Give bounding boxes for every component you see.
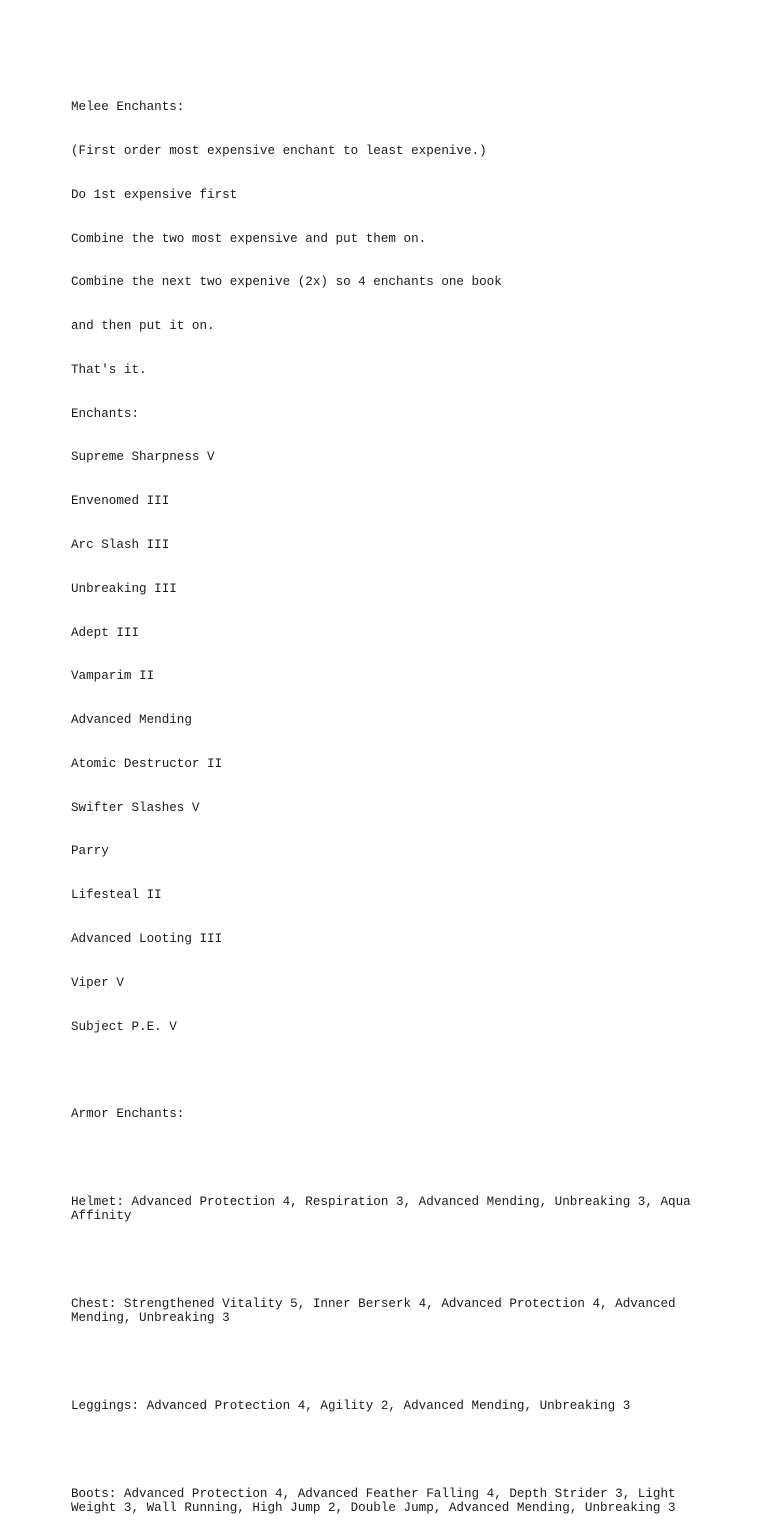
melee-enchant-item: Subject P.E. V: [71, 1019, 177, 1034]
instruction-line: Combine the two most expensive and put them on.: [71, 231, 427, 246]
enchants-heading: Enchants:: [71, 406, 140, 421]
leggings-enchants: Leggings: Advanced Protection 4, Agility 2, Advanced Mending, Unbreaking 3: [71, 1399, 631, 1414]
document-body: [71, 71, 701, 1530]
armor-heading: Armor Enchants:: [71, 1107, 185, 1122]
blank-line: [71, 1151, 701, 1166]
melee-enchant-item: Atomic Destructor II: [71, 756, 223, 771]
melee-enchant-item: Swifter Slashes V: [71, 800, 200, 815]
melee-enchant-item: Parry: [71, 844, 109, 859]
melee-enchant-item: Envenomed III: [71, 494, 170, 509]
boots-enchants: Boots: Advanced Protection 4, Advanced Feather Falling 4, Depth Strider 3, Light Weight 3, Wall Running, High Jump 2, Double Jump, Advanced Mending, Unbreaking 3: [71, 1486, 684, 1516]
blank-line: [71, 1063, 701, 1078]
blank-line: [71, 1253, 701, 1268]
instruction-line: Combine the next two expenive (2x) so 4 enchants one book: [71, 275, 502, 290]
melee-enchant-item: Advanced Mending: [71, 713, 192, 728]
instruction-line: Do 1st expensive first: [71, 187, 238, 202]
instruction-line: (First order most expensive enchant to least expenive.): [71, 143, 487, 158]
chest-enchants: Chest: Strengthened Vitality 5, Inner Berserk 4, Advanced Protection 4, Advanced Mending, Unbreaking 3: [71, 1296, 684, 1326]
melee-heading: Melee Enchants:: [71, 100, 185, 115]
melee-enchant-item: Supreme Sharpness V: [71, 450, 215, 465]
instruction-line: That's it.: [71, 362, 147, 377]
melee-enchant-item: Advanced Looting III: [71, 932, 223, 947]
melee-enchant-item: Unbreaking III: [71, 581, 177, 596]
melee-enchant-item: Adept III: [71, 625, 140, 640]
helmet-enchants: Helmet: Advanced Protection 4, Respiration 3, Advanced Mending, Unbreaking 3, Aqua Affinity: [71, 1194, 699, 1224]
melee-enchant-item: Viper V: [71, 975, 124, 990]
melee-enchant-item: Vamparim II: [71, 669, 155, 684]
blank-line: [71, 1443, 701, 1458]
melee-enchant-item: Lifesteal II: [71, 888, 162, 903]
instruction-line: and then put it on.: [71, 319, 215, 334]
blank-line: [71, 1355, 701, 1370]
melee-enchant-item: Arc Slash III: [71, 538, 170, 552]
